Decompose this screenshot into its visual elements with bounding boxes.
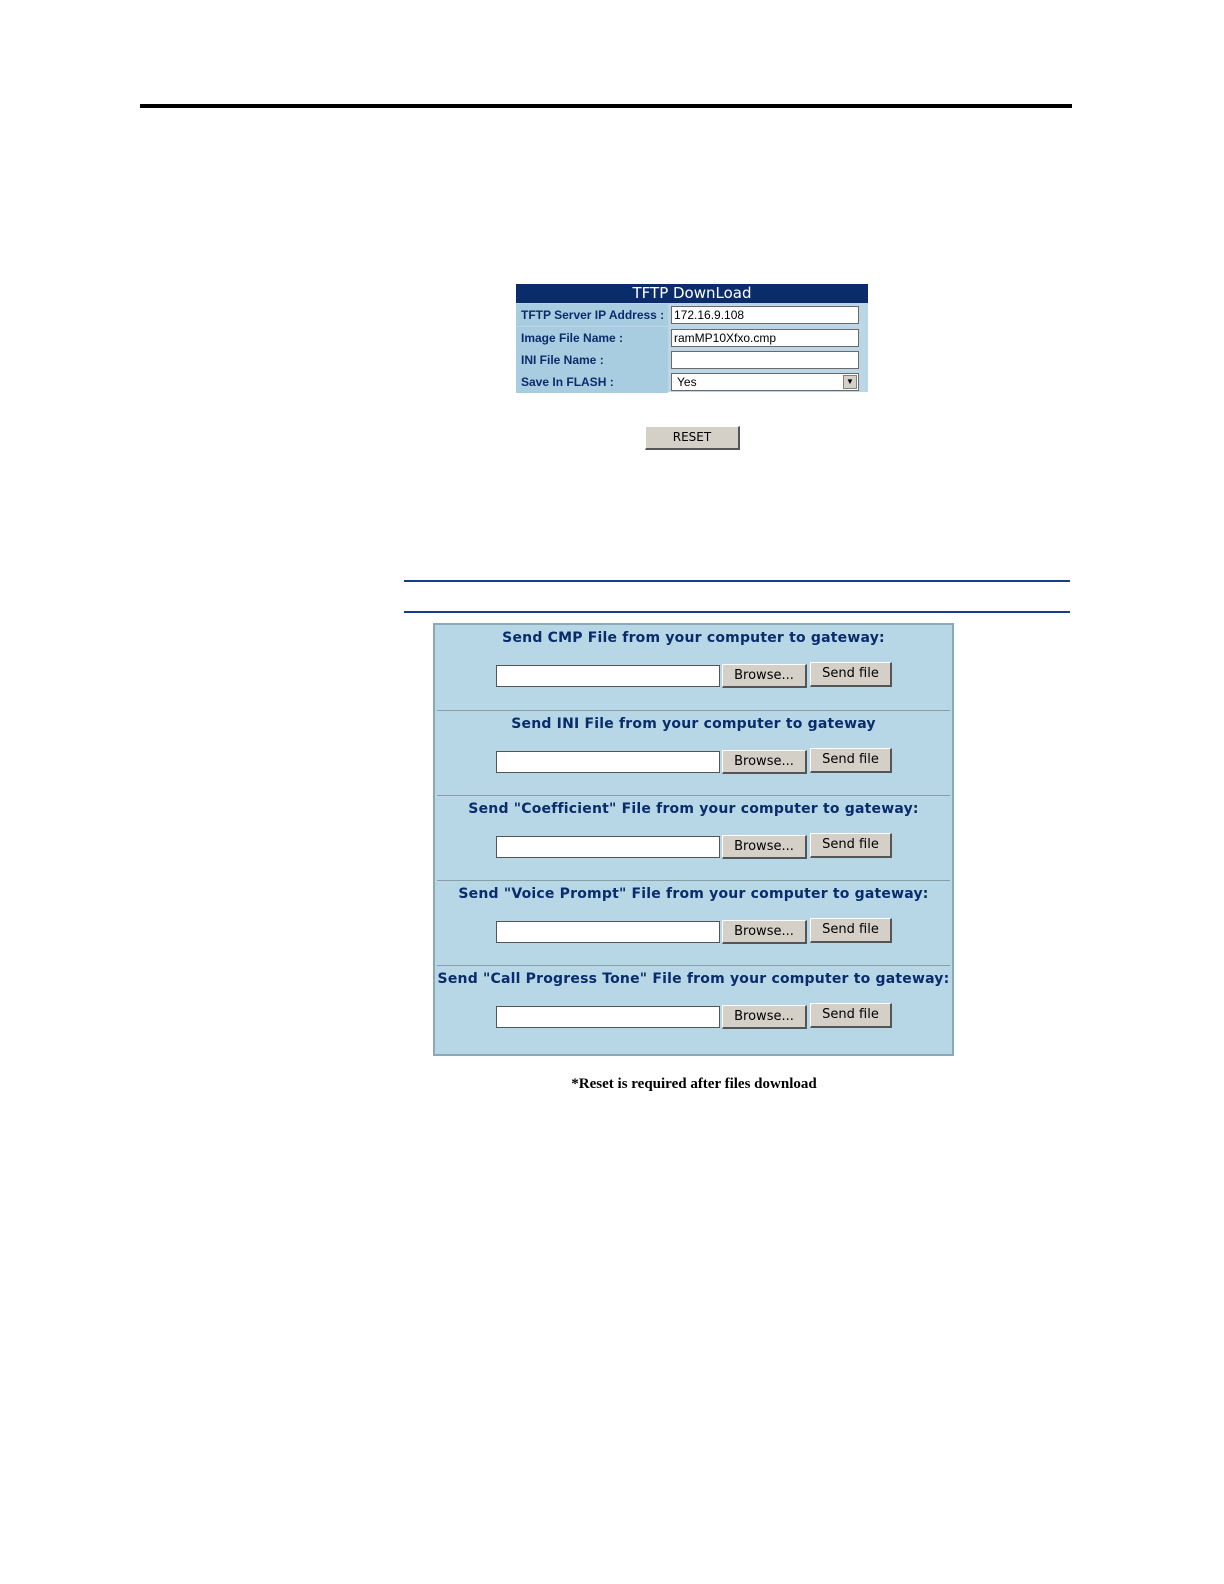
tftp-download-form (516, 284, 868, 392)
send-coefficient-title: Send "Coefficient" File from your computer to gateway: (468, 801, 919, 817)
tftp-server-ip-label: TFTP Server IP Address : (516, 304, 668, 326)
voice-prompt-file-input[interactable] (496, 921, 720, 943)
send-cmp-title: Send CMP File from your computer to gateway: (502, 630, 885, 646)
save-in-flash-label: Save In FLASH : (516, 371, 668, 393)
coefficient-send-file-button[interactable]: Send file (810, 833, 892, 858)
cmp-file-input[interactable] (496, 665, 720, 687)
section-rule-top (404, 580, 1070, 582)
call-progress-tone-browse-button[interactable]: Browse... (722, 1005, 807, 1029)
tftp-title: TFTP DownLoad (516, 284, 868, 303)
image-file-name-row (516, 327, 868, 349)
ini-browse-button[interactable]: Browse... (722, 750, 807, 774)
call-progress-tone-file-input[interactable] (496, 1006, 720, 1028)
send-coefficient-section (437, 795, 950, 881)
call-progress-tone-send-file-button[interactable]: Send file (810, 1003, 892, 1028)
save-in-flash-select[interactable] (671, 373, 859, 391)
send-voice-prompt-section (437, 880, 950, 966)
send-cmp-section (437, 625, 950, 710)
save-in-flash-row (516, 371, 868, 393)
cmp-send-file-button[interactable]: Send file (810, 662, 892, 687)
image-file-name-label: Image File Name : (516, 327, 668, 349)
ini-file-name-input[interactable] (671, 351, 859, 369)
voice-prompt-browse-button[interactable]: Browse... (722, 920, 807, 944)
coefficient-file-input[interactable] (496, 836, 720, 858)
voice-prompt-send-file-button[interactable]: Send file (810, 918, 892, 943)
ini-file-name-label: INI File Name : (516, 349, 668, 371)
ini-send-file-button[interactable]: Send file (810, 748, 892, 773)
cmp-browse-button[interactable]: Browse... (722, 664, 807, 688)
send-files-panel (433, 623, 954, 1056)
reset-required-note: *Reset is required after files download (571, 1076, 817, 1092)
send-call-progress-tone-title: Send "Call Progress Tone" File from your computer to gateway: (437, 971, 950, 987)
tftp-server-ip-input[interactable]: 172.16.9.108 (671, 306, 859, 324)
save-in-flash-value: Yes (677, 375, 697, 389)
send-call-progress-tone-section (437, 965, 950, 1051)
image-file-name-input[interactable]: ramMP10Xfxo.cmp (671, 329, 859, 347)
page-top-rule (140, 104, 1072, 108)
ini-file-input[interactable] (496, 751, 720, 773)
section-rule-bottom (404, 611, 1070, 613)
coefficient-browse-button[interactable]: Browse... (722, 835, 807, 859)
tftp-server-ip-row (516, 304, 868, 326)
chevron-down-icon[interactable]: ▼ (843, 375, 857, 389)
send-ini-title: Send INI File from your computer to gateway (511, 716, 876, 732)
reset-button[interactable]: RESET (645, 426, 740, 450)
send-voice-prompt-title: Send "Voice Prompt" File from your computer to gateway: (458, 886, 929, 902)
ini-file-name-row (516, 349, 868, 371)
send-ini-section (437, 710, 950, 796)
